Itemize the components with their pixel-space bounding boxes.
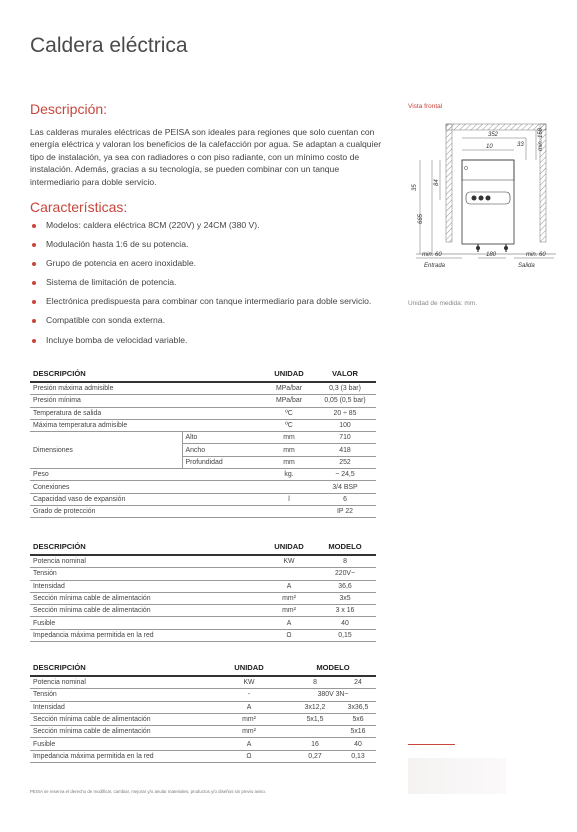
cell: mm² xyxy=(264,592,314,604)
cell: Tensión xyxy=(30,568,264,580)
cell: 3 x 16 xyxy=(314,605,376,617)
cell: mm xyxy=(264,456,314,468)
table-row xyxy=(30,605,376,617)
caracteristicas-list xyxy=(30,220,390,354)
table-row xyxy=(30,395,376,407)
cell: Presión mínima xyxy=(30,395,264,407)
cell: 40 xyxy=(314,617,376,629)
table-row xyxy=(30,407,376,419)
col-header: VALOR xyxy=(314,368,376,382)
table-header-row xyxy=(30,541,376,555)
dim-label: min. 150 xyxy=(538,127,544,151)
col-header: DESCRIPCIÓN xyxy=(30,541,264,555)
table-row xyxy=(30,432,376,444)
col-header: MODELO xyxy=(314,541,376,555)
col-header: UNIDAD xyxy=(264,368,314,382)
cell: ºC xyxy=(264,419,314,431)
spec-table-general xyxy=(30,368,376,518)
table-row xyxy=(30,676,376,689)
table-row xyxy=(30,617,376,629)
cell: Sección mínima cable de alimentación xyxy=(30,726,208,738)
cell: 252 xyxy=(314,456,376,468)
cell: A xyxy=(208,738,290,750)
cell: 20 ÷ 85 xyxy=(314,407,376,419)
table-row xyxy=(30,701,376,713)
cell: 16 xyxy=(290,738,340,750)
cell: 0,13 xyxy=(340,750,376,762)
table-header-row xyxy=(30,368,376,382)
table-row xyxy=(30,689,376,701)
cell: Intensidad xyxy=(30,580,264,592)
cell: 6 xyxy=(314,493,376,505)
descripcion-text: Las calderas murales eléctricas de PEISA son ideales para regiones que solo cuentan con energía eléctrica y valoran los beneficios de la calefacción por agua. Se adaptan a cualquier tipo de instalación, ya sea con radiadores o con piso radiante, con un mínimo costo de instalación. Además, gracias a su tecnología, se pueden combinar con un tanque intermediario para doble servicio. xyxy=(30,127,382,187)
cell: IP 22 xyxy=(314,505,376,517)
cell: 220V~ xyxy=(314,568,376,580)
cell: MPa/bar xyxy=(264,395,314,407)
descripcion-heading: Descripción: xyxy=(30,101,108,117)
cell: 8 xyxy=(314,555,376,568)
cell: Intensidad xyxy=(30,701,208,713)
table-row xyxy=(30,481,376,493)
spec-table-220v xyxy=(30,541,376,642)
boiler-dimension-diagram xyxy=(408,102,558,292)
cell: mm² xyxy=(264,605,314,617)
list-item: Incluye bomba de velocidad variable. xyxy=(30,335,390,347)
entrada-label: Entrada xyxy=(424,263,446,269)
cell: Capacidad vaso de expansión xyxy=(30,493,264,505)
cell: Máxima temperatura admisible xyxy=(30,419,264,431)
diagram-caption: Vista frontal xyxy=(408,103,443,110)
cell: mm xyxy=(264,432,314,444)
table-row xyxy=(30,592,376,604)
left-wall xyxy=(446,124,452,242)
cell: Tensión xyxy=(30,689,208,701)
cell: 0,15 xyxy=(314,629,376,641)
cell: A xyxy=(208,701,290,713)
cell: Potencia nominal xyxy=(30,676,208,689)
table-row xyxy=(30,713,376,725)
page-title: Caldera eléctrica xyxy=(30,34,188,57)
cell: mm² xyxy=(208,726,290,738)
salida-label: Salida xyxy=(518,263,535,269)
table-row xyxy=(30,419,376,431)
cell: 0,27 xyxy=(290,750,340,762)
unit-caption: Unidad de medida: mm. xyxy=(408,300,478,307)
col-header: UNIDAD xyxy=(208,662,290,676)
cell: Ω xyxy=(208,750,290,762)
list-item: Modulación hasta 1:6 de su potencia. xyxy=(30,239,390,251)
cell: Dimensiones xyxy=(30,432,182,469)
cell: mm xyxy=(264,444,314,456)
cell: 100 xyxy=(314,419,376,431)
accent-divider xyxy=(408,744,455,745)
cell: Impedancia máxima permitida en la red xyxy=(30,629,264,641)
list-item: Electrónica predispuesta para combinar con tanque intermediario para doble servicio. xyxy=(30,296,390,308)
col-header: MODELO xyxy=(290,662,376,676)
cell xyxy=(290,726,340,738)
cell: Alto xyxy=(182,432,264,444)
table-row xyxy=(30,493,376,505)
dim-label: 352 xyxy=(488,132,499,138)
cell: 380V 3N~ xyxy=(290,689,376,701)
col-header: DESCRIPCIÓN xyxy=(30,368,264,382)
cell: 418 xyxy=(314,444,376,456)
ceiling-wall xyxy=(446,124,546,130)
table-row xyxy=(30,382,376,395)
dim-label: min. 60 xyxy=(422,252,442,258)
table-row xyxy=(30,726,376,738)
cell: Presión máxima admisible xyxy=(30,382,264,395)
cell: Fusible xyxy=(30,738,208,750)
cell: l xyxy=(264,493,314,505)
table-row xyxy=(30,750,376,762)
cell: MPa/bar xyxy=(264,382,314,395)
cell: 3x5 xyxy=(314,592,376,604)
cell: 0,05 (0,5 bar) xyxy=(314,395,376,407)
cell: Sección mínima cable de alimentación xyxy=(30,713,208,725)
dim-label: 10 xyxy=(486,144,493,150)
cell: Profundidad xyxy=(182,456,264,468)
col-header: DESCRIPCIÓN xyxy=(30,662,208,676)
list-item: Sistema de limitación de potencia. xyxy=(30,277,390,289)
cell xyxy=(264,481,314,493)
dim-label: min. 60 xyxy=(526,252,546,258)
cell: Fusible xyxy=(30,617,264,629)
cell: 5x6 xyxy=(340,713,376,725)
cell: 3x36,5 xyxy=(340,701,376,713)
cell xyxy=(264,568,314,580)
cell: Temperatura de salida xyxy=(30,407,264,419)
cell: Grado de protección xyxy=(30,505,264,517)
cell: - xyxy=(208,689,290,701)
cell: Peso xyxy=(30,469,264,481)
cell: 40 xyxy=(340,738,376,750)
footer-disclaimer: PEISA se reserva el derecho de modificar, cambiar, mejorar y/o anular materiales, productos y/o diseños sin previo aviso. xyxy=(30,789,266,794)
list-item: Modelos: caldera eléctrica 8CM (220V) y 24CM (380 V). xyxy=(30,220,390,232)
cell: 3/4 BSP xyxy=(314,481,376,493)
cell: 8 xyxy=(290,676,340,689)
cell: ~ 24,5 xyxy=(314,469,376,481)
dim-label: 35 xyxy=(412,184,418,191)
cell: 5x16 xyxy=(340,726,376,738)
cell: Sección mínima cable de alimentación xyxy=(30,592,264,604)
cell: Impedancia máxima permitida en la red xyxy=(30,750,208,762)
cell: Ω xyxy=(264,629,314,641)
cell: 710 xyxy=(314,432,376,444)
table-row xyxy=(30,568,376,580)
cell xyxy=(264,505,314,517)
dim-label: 180 xyxy=(486,252,497,258)
cell: 36,6 xyxy=(314,580,376,592)
cell: 0,3 (3 bar) xyxy=(314,382,376,395)
col-header: UNIDAD xyxy=(264,541,314,555)
list-item: Compatible con sonda externa. xyxy=(30,315,390,327)
cell: Sección mínima cable de alimentación xyxy=(30,605,264,617)
cell: Conexiones xyxy=(30,481,264,493)
table-row xyxy=(30,555,376,568)
list-item: Grupo de potencia en acero inoxidable. xyxy=(30,258,390,270)
dim-label: 33 xyxy=(517,142,524,148)
dim-label: 665 xyxy=(418,213,424,224)
faded-logo-area xyxy=(408,758,506,794)
cell: 5x1,5 xyxy=(290,713,340,725)
cell: ºC xyxy=(264,407,314,419)
cell: Ancho xyxy=(182,444,264,456)
cell: KW xyxy=(264,555,314,568)
cell: A xyxy=(264,617,314,629)
table-header-row xyxy=(30,662,376,676)
table-row xyxy=(30,469,376,481)
caracteristicas-heading: Características: xyxy=(30,199,128,215)
table-row xyxy=(30,629,376,641)
table-row xyxy=(30,505,376,517)
cell: kg. xyxy=(264,469,314,481)
table-row xyxy=(30,738,376,750)
cell: mm² xyxy=(208,713,290,725)
spec-table-380v xyxy=(30,662,376,763)
dim-label: 84 xyxy=(434,179,440,186)
cell: A xyxy=(264,580,314,592)
cell: 3x12,2 xyxy=(290,701,340,713)
cell: Potencia nominal xyxy=(30,555,264,568)
cell: 24 xyxy=(340,676,376,689)
table-row xyxy=(30,580,376,592)
cell: KW xyxy=(208,676,290,689)
